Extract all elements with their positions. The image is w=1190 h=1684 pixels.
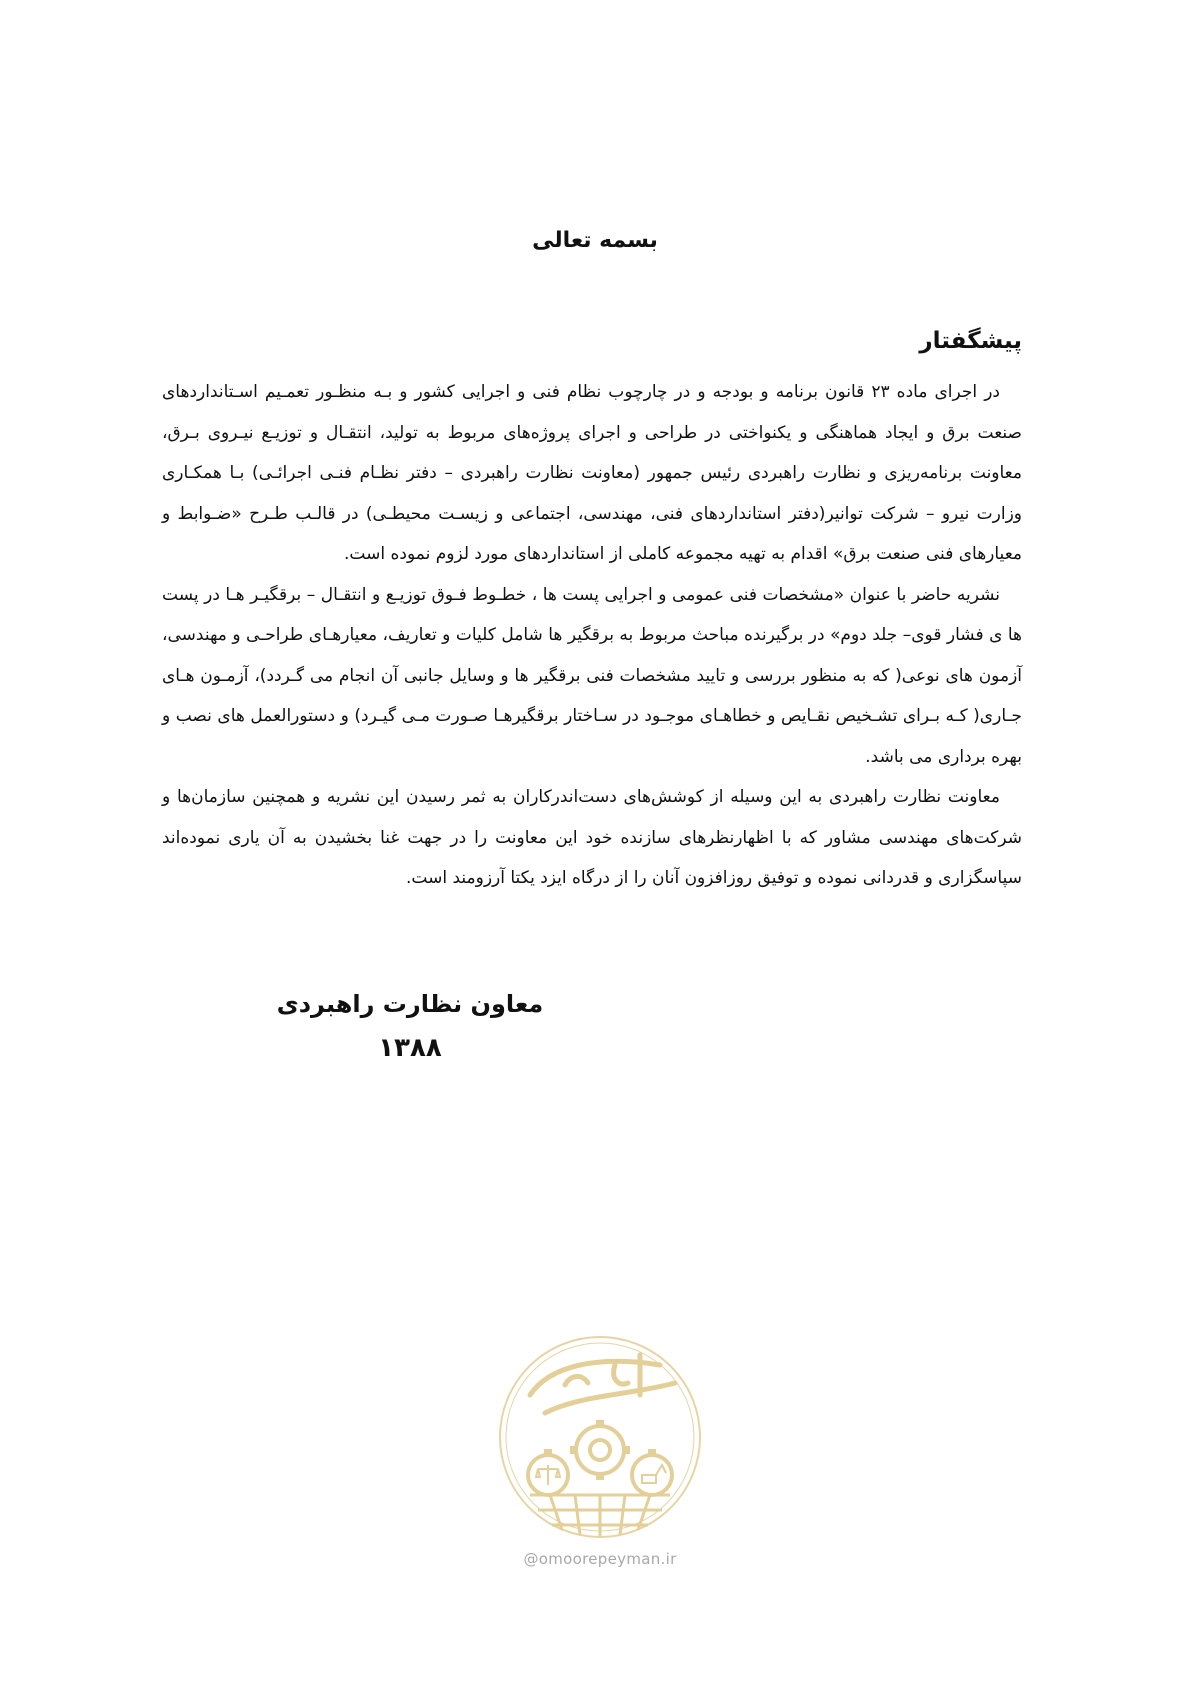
invocation-heading: بسمه تعالی — [532, 228, 658, 253]
paragraph-2: نشریه حاضر با عنوان «مشخصات فنی عمومی و اجرایی پست ها ، خطـوط فـوق توزیـع و انتقـال – برقگیـر هـا در پست ها ی فشار قوی– جلد دوم» در برگیرنده مباحث مربوط به برقگیر ها شامل کلیات و تعاریف، معیارهـای طراحـی و مهندسی، آزمون های نوعی( که به منظور بررسی و تایید مشخصات فنی برقگیر ها و وسایل جانبی آن انجام می گـردد)، آزمـون هـای جـاری( کـه بـرای تشـخیص نقـایص و خطاهـای موجـود در سـاختار برقگیرهـا صـورت مـی گیـرد) و دستورالعمل های نصب و بهره برداری می باشد. — [162, 584, 1022, 767]
watermark-url — [490, 1550, 710, 1568]
paragraph-1: در اجرای ماده ۲۳ قانون برنامه و بودجه و در چارچوب نظام فنی و اجرایی کشور و بـه منظـور تعمـیم اسـتانداردهای صنعت برق و ایجاد هماهنگی و یکنواختی در طراحی و اجرای پروژه‌های مربوط به تولید، انتقـال و توزیـع نیـروی بـرق، معاونت برنامه‌ریزی و نظارت راهبردی رئیس جمهور (معاونت نظارت راهبردی – دفتر نظـام فنـی اجرائـی) بـا همکـاری وزارت نیرو – شرکت توانیر(دفتر استانداردهای فنی، مهندسی، اجتماعی و زیسـت محیطـی) در قالـب طـرح «ضـوابط و معیارهای فنی صنعت برق» اقدام به تهیه مجموعه کاملی از استانداردهای مورد لزوم نموده است. — [162, 382, 1022, 564]
watermark-logo — [490, 1325, 710, 1555]
at-icon: @ — [523, 1550, 539, 1568]
signature-block — [260, 982, 560, 1070]
body-text — [162, 372, 1022, 899]
watermark-url-text: omoorepeyman.ir — [538, 1550, 677, 1568]
signature-year: ۱۳۸۸ — [378, 1033, 442, 1063]
signature-title: معاون نظارت راهبردی — [276, 990, 544, 1018]
section-title: پیشگفتار — [919, 328, 1022, 354]
paragraph-3: معاونت نظارت راهبردی به این وسیله از کوشش‌های دست‌اندرکاران به ثمر رسیدن این نشریه و همچنین سازمان‌ها و شرکت‌های مهندسی مشاور که با اظهارنظرهای سازنده خود این معاونت را در جهت غنا بخشیدن به آن یاری نموده‌اند سپاسگزاری و قدردانی نموده و توفیق روزافزون آنان را از درگاه ایزد یکتا آرزومند است. — [162, 787, 1022, 888]
